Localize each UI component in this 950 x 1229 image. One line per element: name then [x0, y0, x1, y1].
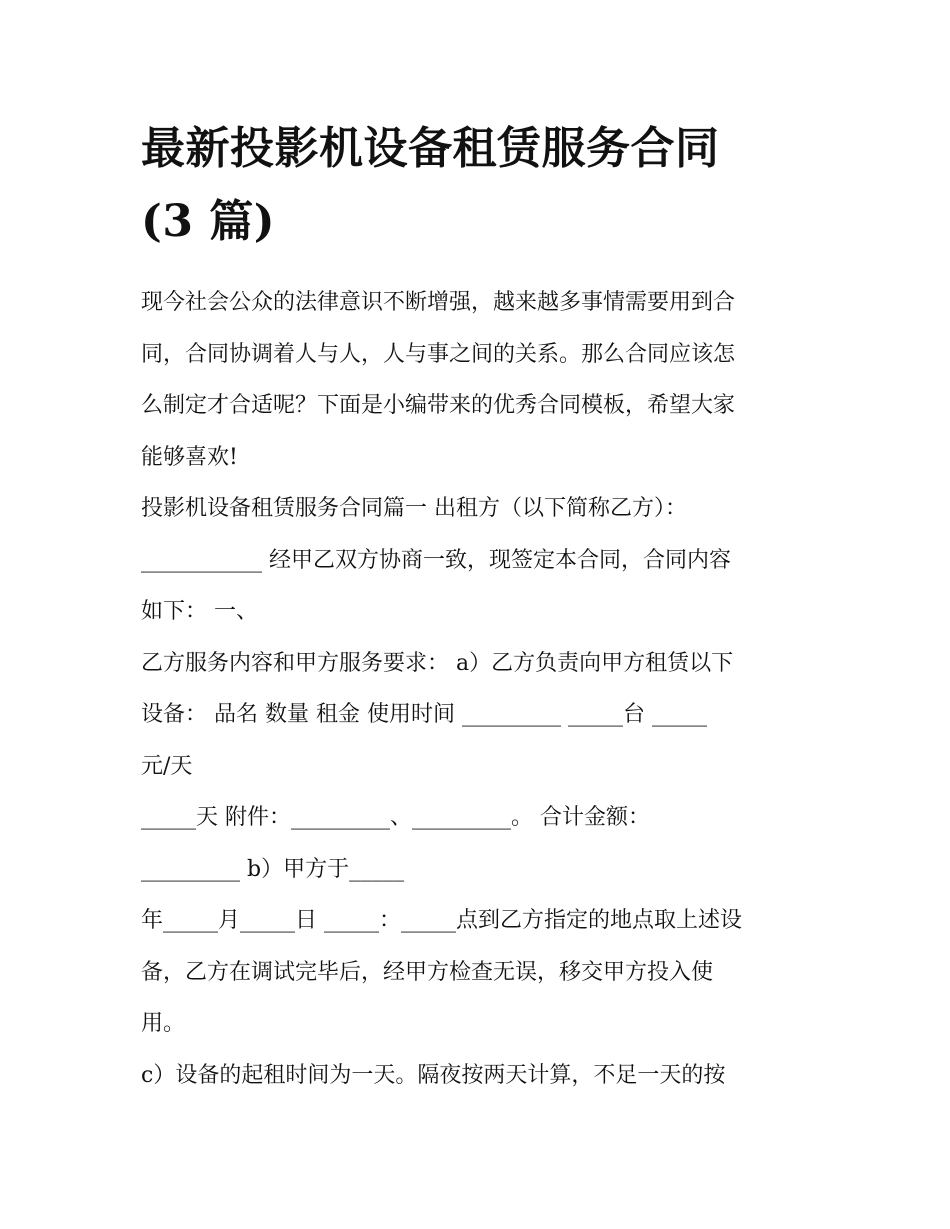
text-line: 年_____月_____日 _____：_____点到乙方指定的地点取上述设 — [141, 908, 742, 933]
text-line: 如下： 一、 — [141, 599, 258, 624]
text-line: 现今社会公众的法律意识不断增强，越来越多事情需要用到合 — [141, 290, 736, 315]
text-line: _________ b）甲方于_____ — [141, 856, 405, 882]
title-line-2: (3 篇) — [141, 196, 276, 247]
document-page — [141, 112, 821, 1101]
text-line: 能够喜欢! — [141, 444, 238, 470]
title-line-1: 最新投影机设备租赁服务合同 — [141, 123, 720, 174]
document-body — [141, 277, 821, 1101]
text-line: 同，合同协调着人与人，人与事之间的关系。那么合同应该怎 — [141, 341, 736, 367]
text-line: 投影机设备租赁服务合同篇一 出租方（以下简称乙方）： — [141, 496, 687, 521]
text-line: c）设备的起租时间为一天。隔夜按两天计算，不足一天的按 — [141, 1062, 726, 1088]
text-line: 用。 — [141, 1011, 186, 1036]
text-line: 备，乙方在调试完毕后，经甲方检查无误，移交甲方投入使 — [141, 959, 714, 985]
document-title — [141, 112, 821, 258]
text-line: _____天 附件：_________、_________。 合计金额： — [141, 805, 650, 830]
text-line: 乙方服务内容和甲方服务要求： a）乙方负责向甲方租赁以下 — [141, 650, 734, 676]
text-line: 么制定才合适呢？下面是小编带来的优秀合同模板，希望大家 — [141, 393, 736, 418]
text-line: 元/天 — [141, 753, 193, 779]
text-line: 设备： 品名 数量 租金 使用时间 _________ _____台 _____ — [141, 702, 707, 727]
text-line: ___________ 经甲乙双方协商一致，现签定本合同，合同内容 — [141, 547, 731, 573]
